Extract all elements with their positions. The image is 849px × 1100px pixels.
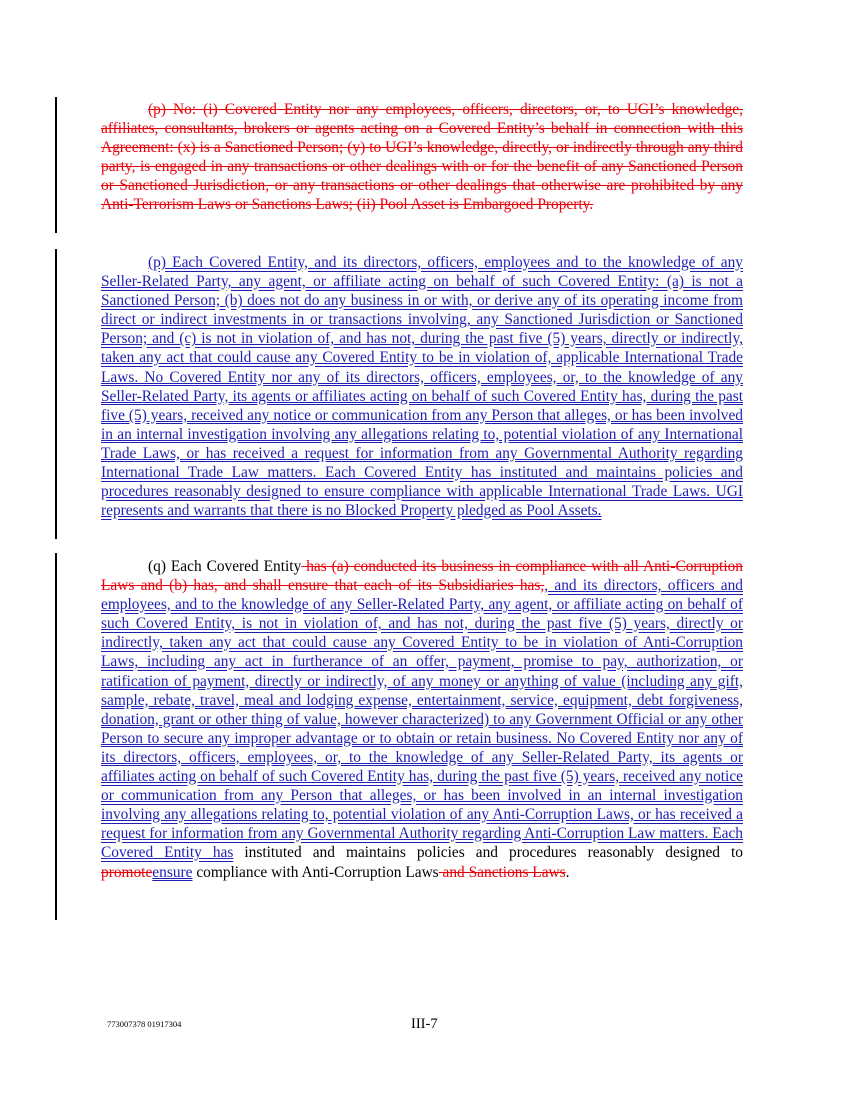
- unchanged-text: compliance with Anti-Corruption Laws: [192, 863, 439, 881]
- change-bar: [55, 249, 57, 539]
- deleted-text: (p) No: (i) Covered Entity nor any employees, officers, directors, or, to UGI’s knowledge, affiliates, consultants, brokers or agents acting on a Covered Entity’s behalf in connection with this Agreement: (x) is a Sanctioned Person; (y) to UGI’s knowledge, directly, or indirectly through any third party, is engaged in any transactions or other dealings with or for the benefit of any Sanctioned Person or Sanctioned Jurisdiction, or any transactions or other dealings that otherwise are prohibited by any Anti-Terrorism Laws or Sanctions Laws; (ii) Pool Asset is Embargoed Property.: [101, 101, 743, 214]
- paragraph-p-deleted: [101, 100, 743, 215]
- unchanged-text: instituted and maintains policies and procedures reasonably designed to: [233, 844, 743, 862]
- paragraph-q: [101, 557, 743, 882]
- deleted-text: has (a) conducted its business in compliance with all Anti-Corruption Laws and (b) has, and shall ensure that each of its Subsidiaries has,: [101, 558, 744, 595]
- change-bar: [55, 97, 57, 233]
- paragraph-p-inserted: [101, 253, 743, 520]
- change-bar: [55, 553, 57, 920]
- inserted-text: , and its directors, officers and employees, and to the knowledge of any Seller-Related Party, any agent, or affiliate acting on behalf of such Covered Entity, is not in violation of, and has not, during the past five (5) years, directly or indirectly, taken any act that could cause any Covered Entity to be in violation of Anti-Corruption Laws, including any act in furtherance of an offer, payment, promise to pay, authorization, or ratification of payment, directly or indirectly, of any money or anything of value (including any gift, sample, rebate, travel, meal and lodging expense, entertainment, service, equipment, debt forgiveness, donation, grant or other thing of value, however characterized) to any Government Official or any other Person to secure any improper advantage or to obtain or retain business. No Covered Entity nor any of its directors, officers, employees, or, to the knowledge of any Seller-Related Party, its agents or affiliates acting on behalf of such Covered Entity has, during the past five (5) years, received any notice or communication from any Person that alleges, or has been involved in an internal investigation involving any allegations relating to, potential violation of any Anti-Corruption Laws, or has received a request for information from any Governmental Authority regarding Anti-Corruption Law matters. Each Covered Entity has: [101, 577, 744, 862]
- inserted-text: ensure: [152, 863, 193, 881]
- page-number: III-7: [411, 1016, 438, 1032]
- inserted-text: (p) Each Covered Entity, and its directors, officers, employees and to the knowledge of any Seller-Related Party, any agent, or affiliate acting on behalf of such Covered Entity: (a) is not a Sanctioned Person; (b) does not do any business in or with, or derive any of its operating income from direct or indirect investments in or transactions involving, any Sanctioned Jurisdiction or Sanctioned Person; and (c) is not in violation of, and has not, during the past five (5) years, directly or indirectly, taken any act that could cause any Covered Entity to be in violation of, applicable International Trade Laws. No Covered Entity nor any of its directors, officers, employees, or, to the knowledge of any Seller-Related Party, its agents or affiliates acting on behalf of such Covered Entity has, during the past five (5) years, received any notice or communication from any Person that alleges, or has been involved in an internal investigation involving any allegations relating to, potential violation of any International Trade Laws, or has received a request for information from any Governmental Authority regarding International Trade Law matters. Each Covered Entity has instituted and maintains policies and procedures reasonably designed to ensure compliance with applicable International Trade Laws. UGI represents and warrants that there is no Blocked Property pledged as Pool Assets.: [101, 254, 743, 520]
- unchanged-text: .: [565, 863, 570, 881]
- unchanged-text: (q) Each Covered Entity: [148, 558, 302, 575]
- footer-document-id: 773007378 01917304: [107, 1019, 182, 1029]
- deleted-text: and Sanctions Laws: [438, 863, 566, 881]
- deleted-text: promote: [101, 863, 153, 881]
